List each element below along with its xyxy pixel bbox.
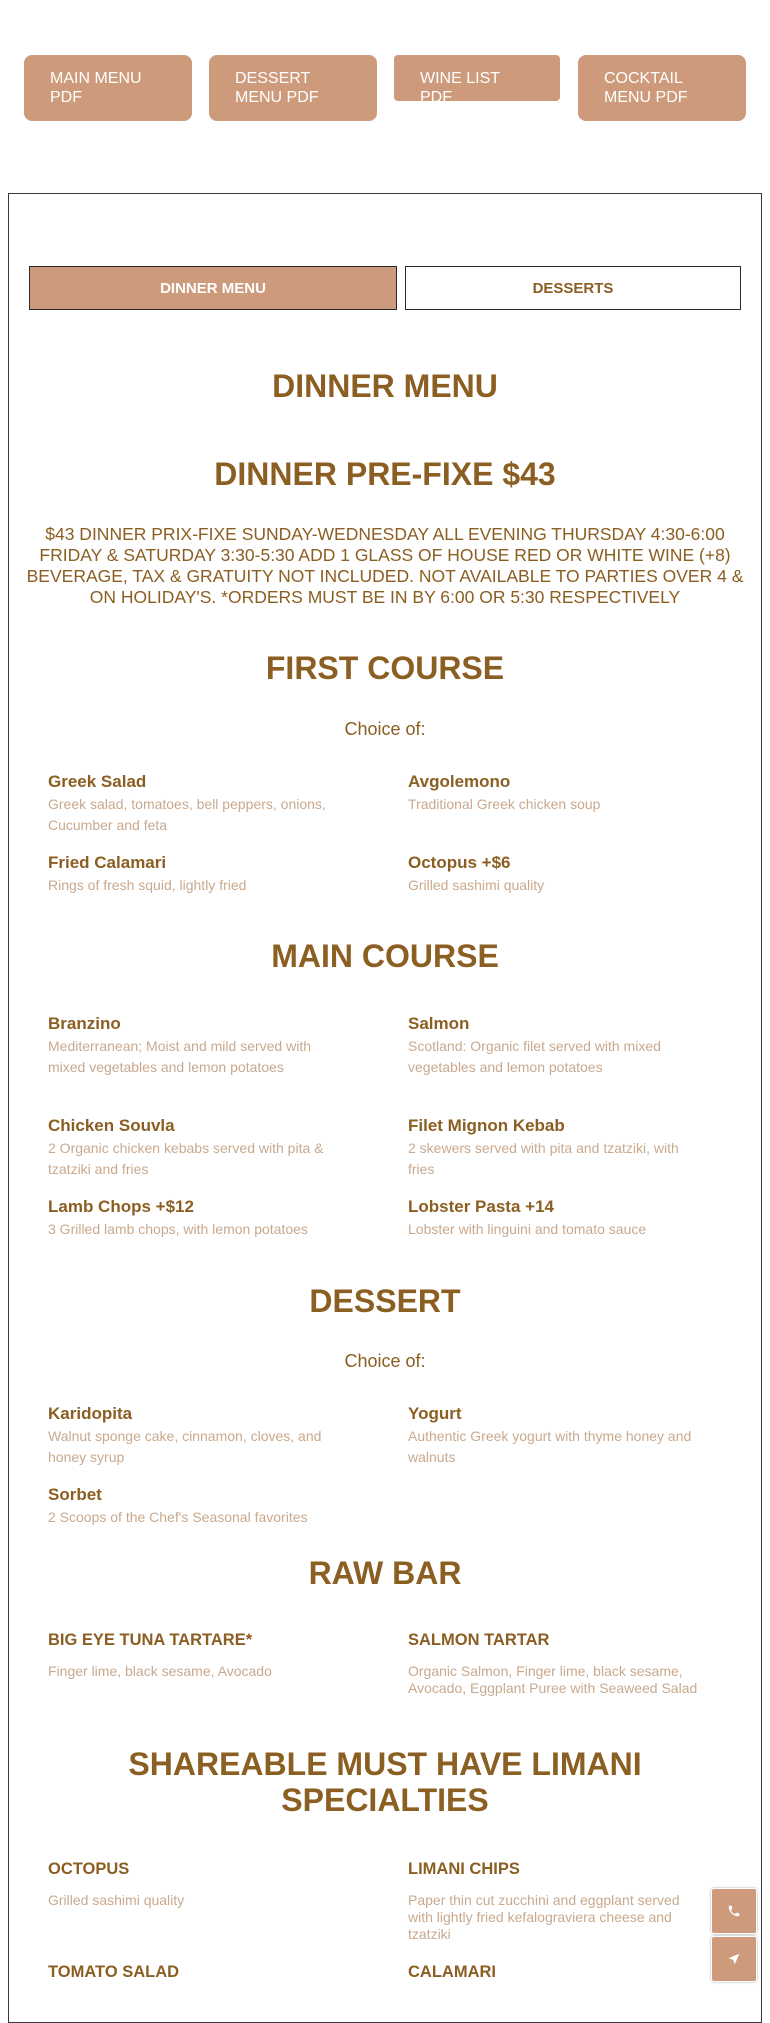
dessert-menu-pdf-label-2: MENU PDF	[235, 89, 319, 106]
menu-item-name: Avgolemono	[408, 772, 511, 791]
menu-item-name: TOMATO SALAD	[48, 1963, 180, 1981]
phone-icon	[727, 1904, 741, 1918]
wine-list-pdf-button[interactable]	[394, 55, 560, 106]
menu-item	[48, 1629, 338, 1680]
prefixe-title: DINNER PRE-FIXE $43	[214, 456, 556, 492]
cocktail-menu-pdf-label-2: MENU PDF	[604, 89, 688, 106]
menu-item-name: Salmon	[408, 1014, 470, 1033]
menu-item-description: Traditional Greek chicken soup	[408, 796, 601, 812]
menu-item-description: Paper thin cut zucchini and eggplant served with lightly fried kefalograviera cheese and tzatziki	[408, 1892, 680, 1942]
menu-item	[48, 771, 338, 836]
wine-list-pdf-label: WINE LIST PDF	[420, 70, 500, 106]
main-menu-pdf-label-2: PDF	[50, 89, 82, 106]
shareable-title-line-2: SPECIALTIES	[281, 1782, 489, 1818]
menu-item-name: LIMANI CHIPS	[408, 1860, 520, 1878]
cocktail-menu-pdf-button[interactable]	[578, 55, 746, 121]
shareable-title-line-1: SHAREABLE MUST HAVE LIMANI	[128, 1746, 642, 1782]
menu-item-description: Grilled sashimi quality	[408, 877, 545, 893]
menu-item-name: Lamb Chops +$12	[48, 1197, 194, 1216]
first-course-subtitle: Choice of:	[344, 719, 426, 739]
menu-item-description: Finger lime, black sesame, Avocado	[48, 1663, 272, 1679]
call-button[interactable]	[711, 1888, 757, 1934]
tab-desserts-label: DESSERTS	[532, 279, 614, 297]
menu-item-description: 2 Scoops of the Chef's Seasonal favorites	[48, 1509, 308, 1525]
shareable-title	[9, 1746, 761, 1818]
menu-item-name: Lobster Pasta +14	[408, 1197, 554, 1216]
menu-item-name: Sorbet	[48, 1485, 102, 1504]
menu-item-name: OCTOPUS	[48, 1860, 130, 1878]
main-menu-pdf-label-1: MAIN MENU	[50, 70, 142, 87]
menu-item-description: Rings of fresh squid, lightly fried	[48, 877, 247, 893]
navigation-arrow-icon	[727, 1952, 741, 1966]
menu-item-name: Octopus +$6	[408, 853, 511, 872]
menu-item-description: Walnut sponge cake, cinnamon, cloves, and honey syrup	[48, 1428, 322, 1465]
menu-item-name: Chicken Souvla	[48, 1116, 175, 1135]
first-course-title: FIRST COURSE	[265, 650, 505, 686]
menu-item-name: CALAMARI	[408, 1963, 496, 1981]
menu-item	[48, 852, 338, 896]
menu-item	[408, 852, 698, 896]
menu-item-description: Organic Salmon, Finger lime, black sesame, Avocado, Eggplant Puree with Seaweed Salad	[408, 1663, 698, 1696]
menu-item-description: Lobster with linguini and tomato sauce	[408, 1221, 647, 1237]
menu-item-description: 2 skewers served with pita and tzatziki, with fries	[408, 1140, 679, 1177]
menu-item-name: SALMON TARTAR	[408, 1631, 550, 1649]
raw-bar-title: RAW BAR	[308, 1555, 462, 1591]
menu-item-name: Branzino	[48, 1014, 121, 1033]
pdf-buttons-row	[24, 55, 746, 125]
menu-item	[408, 1196, 698, 1240]
menu-title: DINNER MENU	[272, 368, 498, 404]
menu-item	[408, 1858, 698, 1943]
menu-item-description: Authentic Greek yogurt with thyme honey and walnuts	[408, 1428, 692, 1465]
menu-item	[48, 1013, 338, 1078]
menu-item	[408, 771, 698, 815]
main-menu-pdf-button[interactable]	[24, 55, 192, 121]
dessert-title: DESSERT	[309, 1283, 461, 1319]
menu-item-name: Greek Salad	[48, 772, 147, 791]
dessert-subtitle: Choice of:	[344, 1351, 426, 1371]
menu-item-description: Scotland: Organic filet served with mixed vegetables and lemon potatoes	[408, 1038, 661, 1075]
menu-item	[48, 1484, 338, 1528]
menu-item	[408, 1115, 698, 1180]
menu-item-name: Karidopita	[48, 1404, 133, 1423]
directions-button[interactable]	[711, 1936, 757, 1982]
menu-item	[48, 1961, 338, 1983]
dessert-menu-pdf-button[interactable]	[209, 55, 377, 121]
main-course-title: MAIN COURSE	[271, 938, 499, 974]
menu-item	[48, 1858, 338, 1909]
menu-item-description: Mediterranean; Moist and mild served with mixed vegetables and lemon potatoes	[48, 1038, 312, 1075]
menu-item-name: BIG EYE TUNA TARTARE*	[48, 1631, 253, 1649]
menu-item	[408, 1403, 698, 1468]
menu-panel	[8, 193, 762, 2023]
menu-item	[48, 1115, 338, 1180]
menu-item-description: Greek salad, tomatoes, bell peppers, onions, Cucumber and feta	[48, 796, 326, 833]
menu-item	[408, 1629, 698, 1697]
prefixe-notes: $43 DINNER PRIX-FIXE SUNDAY-WEDNESDAY ALL EVENING THURSDAY 4:30-6:00 FRIDAY & SATURDAY 3:30-5:30 ADD 1 GLASS OF HOUSE RED OR WHITE WINE (+8) BEVERAGE, TAX & GRATUITY NOT INCLUDED. NOT AVAILABLE TO PARTIES OVER 4 & ON HOLIDAY'S. *ORDERS MUST BE IN BY 6:00 OR 5:30 RESPECTIVELY	[26, 524, 744, 607]
menu-item	[48, 1196, 338, 1240]
menu-item-name: Yogurt	[408, 1404, 462, 1423]
menu-item-name: Fried Calamari	[48, 853, 167, 872]
menu-item-description: Grilled sashimi quality	[48, 1892, 185, 1908]
tab-dinner-menu-label: DINNER MENU	[160, 279, 266, 297]
menu-item-name: Filet Mignon Kebab	[408, 1116, 565, 1135]
cocktail-menu-pdf-label-1: COCKTAIL	[604, 70, 683, 87]
menu-item-description: 2 Organic chicken kebabs served with pita & tzatziki and fries	[48, 1140, 324, 1177]
menu-item	[408, 1013, 698, 1078]
menu-item-description: 3 Grilled lamb chops, with lemon potatoes	[48, 1221, 308, 1237]
tab-dinner-menu[interactable]	[29, 266, 397, 310]
tab-desserts[interactable]	[405, 266, 741, 310]
menu-item	[408, 1961, 698, 1983]
menu-item	[48, 1403, 338, 1468]
dessert-menu-pdf-label-1: DESSERT	[235, 70, 311, 87]
